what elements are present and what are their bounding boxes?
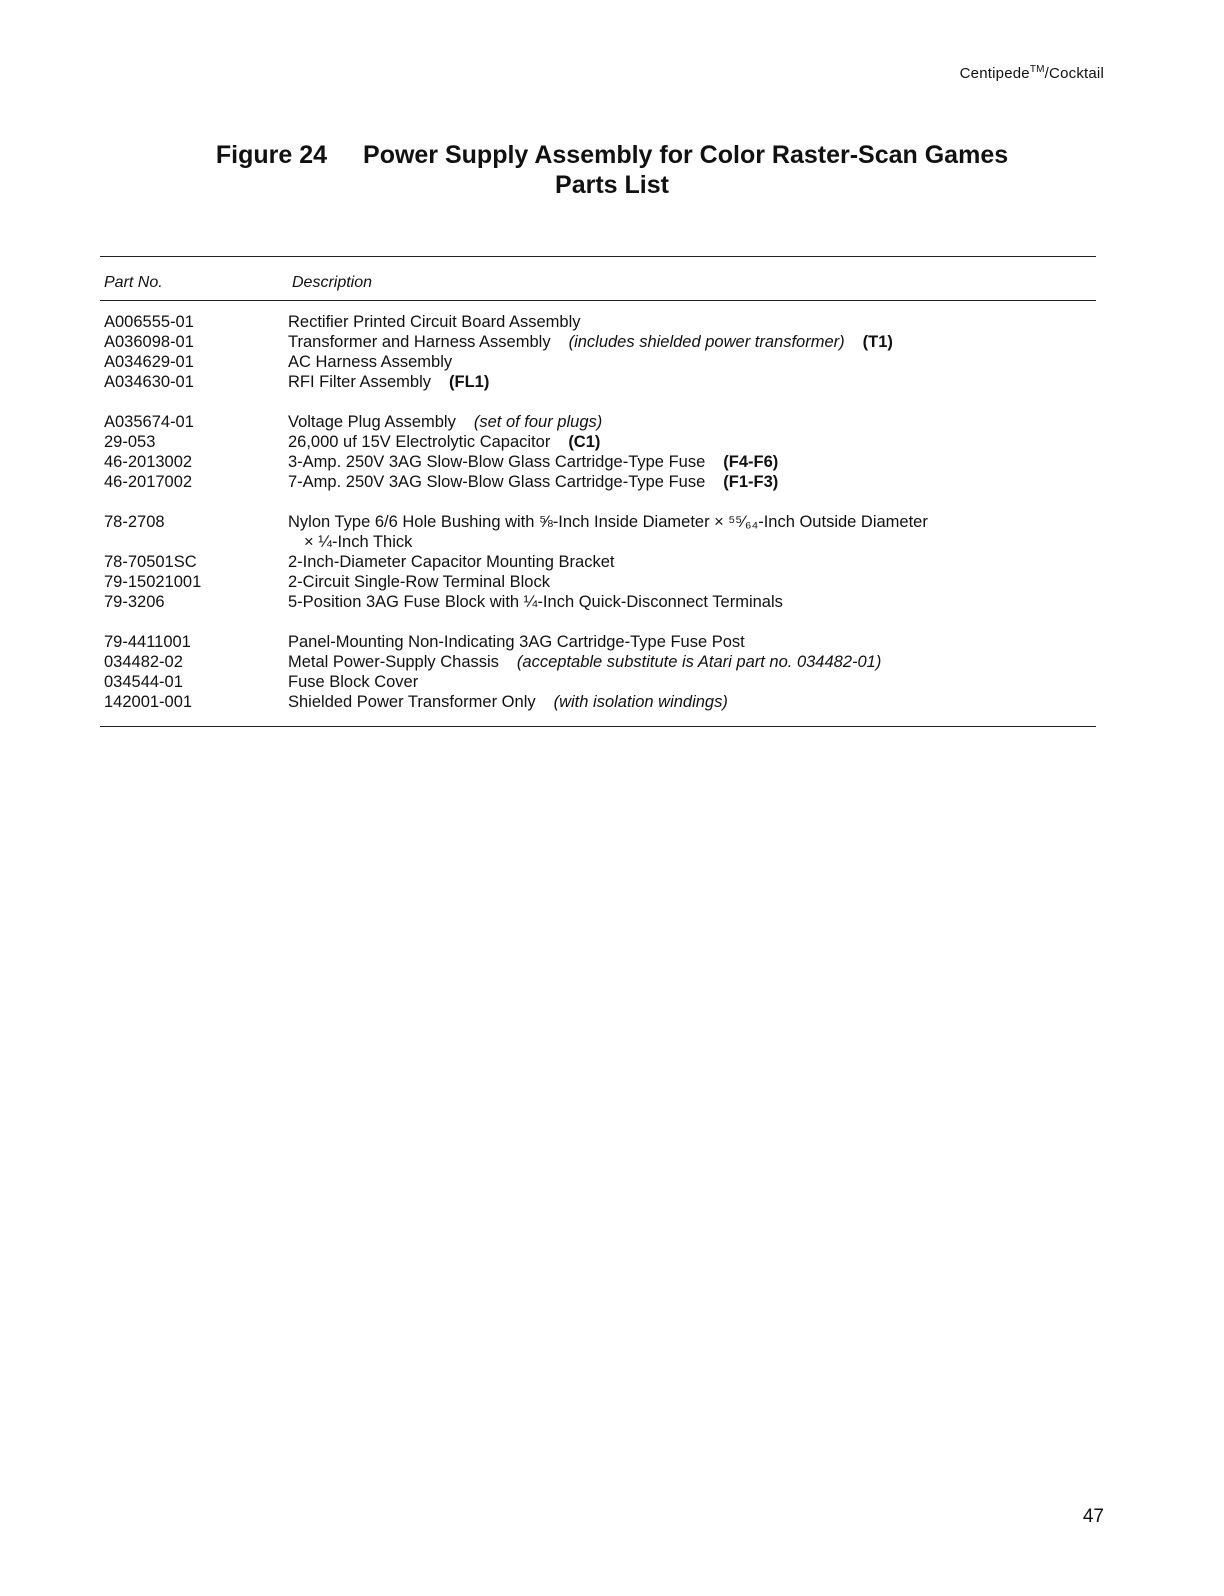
table-row xyxy=(100,472,1096,492)
table-bottom-rule xyxy=(100,726,1096,727)
part-description: Nylon Type 6/6 Hole Bushing with ⅝-Inch Inside Diameter × ⁵⁵⁄₆₄-Inch Outside Diameter xyxy=(288,513,928,531)
part-description-cell xyxy=(288,652,1096,672)
part-description-cell xyxy=(288,352,1096,372)
part-description-cell xyxy=(288,632,1096,652)
table-row xyxy=(100,672,1096,692)
title-line-2: Parts List xyxy=(555,171,669,199)
part-description-cell xyxy=(288,372,1096,392)
part-description: Panel-Mounting Non-Indicating 3AG Cartridge-Type Fuse Post xyxy=(288,633,745,651)
part-description: 2-Inch-Diameter Capacitor Mounting Bracket xyxy=(288,553,615,571)
part-description-cell xyxy=(288,572,1096,592)
table-row xyxy=(100,512,1096,552)
part-description-cell xyxy=(288,332,1096,352)
part-number: 78-70501SC xyxy=(104,553,197,571)
part-description-continued: × ¼-Inch Thick xyxy=(304,533,413,551)
reference-designator: (F1-F3) xyxy=(723,473,779,491)
part-number: A036098-01 xyxy=(104,333,194,351)
part-description: Rectifier Printed Circuit Board Assembly xyxy=(288,313,581,331)
part-note: (set of four plugs) xyxy=(473,413,603,431)
part-description: AC Harness Assembly xyxy=(288,353,453,371)
table-row xyxy=(100,432,1096,452)
reference-designator: (FL1) xyxy=(449,373,490,391)
part-description: Fuse Block Cover xyxy=(288,673,419,691)
table-header-rule xyxy=(100,300,1096,301)
part-number: A035674-01 xyxy=(104,413,194,431)
part-number: 46-2013002 xyxy=(104,453,193,471)
table-row xyxy=(100,452,1096,472)
part-number: 034482-02 xyxy=(104,653,183,671)
table-row xyxy=(100,572,1096,592)
part-number: 79-15021001 xyxy=(104,573,202,591)
parts-list xyxy=(100,312,1096,732)
figure-title: Power Supply Assembly for Color Raster-Scan Games xyxy=(363,141,1009,169)
part-number: 142001-001 xyxy=(104,693,193,711)
part-note: (includes shielded power transformer) xyxy=(568,333,845,351)
parts-group xyxy=(100,412,1096,492)
part-description-cell xyxy=(288,432,1096,452)
table-row xyxy=(100,592,1096,612)
figure-number: Figure 24 xyxy=(215,141,328,169)
table-row xyxy=(100,372,1096,392)
table-row xyxy=(100,352,1096,372)
reference-designator: (F4-F6) xyxy=(723,453,779,471)
column-header-description: Description xyxy=(292,274,373,291)
part-description-cell xyxy=(288,552,1096,572)
part-description: 26,000 uf 15V Electrolytic Capacitor xyxy=(288,433,551,451)
part-number: 79-3206 xyxy=(104,593,165,611)
part-number: A006555-01 xyxy=(104,313,194,331)
title-line-1 xyxy=(0,140,1224,170)
page-title xyxy=(0,140,1224,200)
table-top-rule xyxy=(100,256,1096,257)
part-description: Metal Power-Supply Chassis xyxy=(288,653,499,671)
part-number: 29-053 xyxy=(104,433,156,451)
part-description-cell xyxy=(288,592,1096,612)
part-note: (with isolation windings) xyxy=(553,693,728,711)
part-description: Voltage Plug Assembly xyxy=(288,413,456,431)
part-description: Shielded Power Transformer Only xyxy=(288,693,536,711)
running-header-title: Centipede xyxy=(959,65,1030,82)
reference-designator: (C1) xyxy=(568,433,601,451)
part-description: 3-Amp. 250V 3AG Slow-Blow Glass Cartridge-Type Fuse xyxy=(288,453,706,471)
parts-group xyxy=(100,512,1096,612)
part-description-cell xyxy=(288,692,1096,712)
column-header-part-no: Part No. xyxy=(104,274,163,291)
table-row xyxy=(100,332,1096,352)
part-number: 79-4411001 xyxy=(104,633,191,651)
part-description-cell xyxy=(288,512,1096,552)
table-row xyxy=(100,312,1096,332)
part-note: (acceptable substitute is Atari part no. 034482-01) xyxy=(516,653,882,671)
part-number: A034630-01 xyxy=(104,373,194,391)
table-row xyxy=(100,692,1096,712)
part-description: RFI Filter Assembly xyxy=(288,373,432,391)
table-row xyxy=(100,632,1096,652)
part-description: Transformer and Harness Assembly xyxy=(288,333,551,351)
part-number: 034544-01 xyxy=(104,673,183,691)
parts-group xyxy=(100,632,1096,712)
part-description: 7-Amp. 250V 3AG Slow-Blow Glass Cartridge-Type Fuse xyxy=(288,473,706,491)
table-row xyxy=(100,552,1096,572)
part-description-cell xyxy=(288,312,1096,332)
part-description-cell xyxy=(288,472,1096,492)
page-number: 47 xyxy=(1082,1506,1104,1527)
table-row xyxy=(100,652,1096,672)
part-number: 46-2017002 xyxy=(104,473,193,491)
running-header xyxy=(960,64,1104,82)
part-description-cell xyxy=(288,672,1096,692)
trademark-mark: TM xyxy=(1029,64,1045,75)
part-description-cell xyxy=(288,452,1096,472)
part-number: A034629-01 xyxy=(104,353,194,371)
part-description-cell xyxy=(288,412,1096,432)
reference-designator: (T1) xyxy=(862,333,893,351)
part-description: 5-Position 3AG Fuse Block with ¼-Inch Quick-Disconnect Terminals xyxy=(288,593,783,611)
part-description: 2-Circuit Single-Row Terminal Block xyxy=(288,573,550,591)
part-number: 78-2708 xyxy=(104,513,165,531)
parts-group xyxy=(100,312,1096,392)
running-header-variant: /Cocktail xyxy=(1044,65,1104,82)
table-row xyxy=(100,412,1096,432)
